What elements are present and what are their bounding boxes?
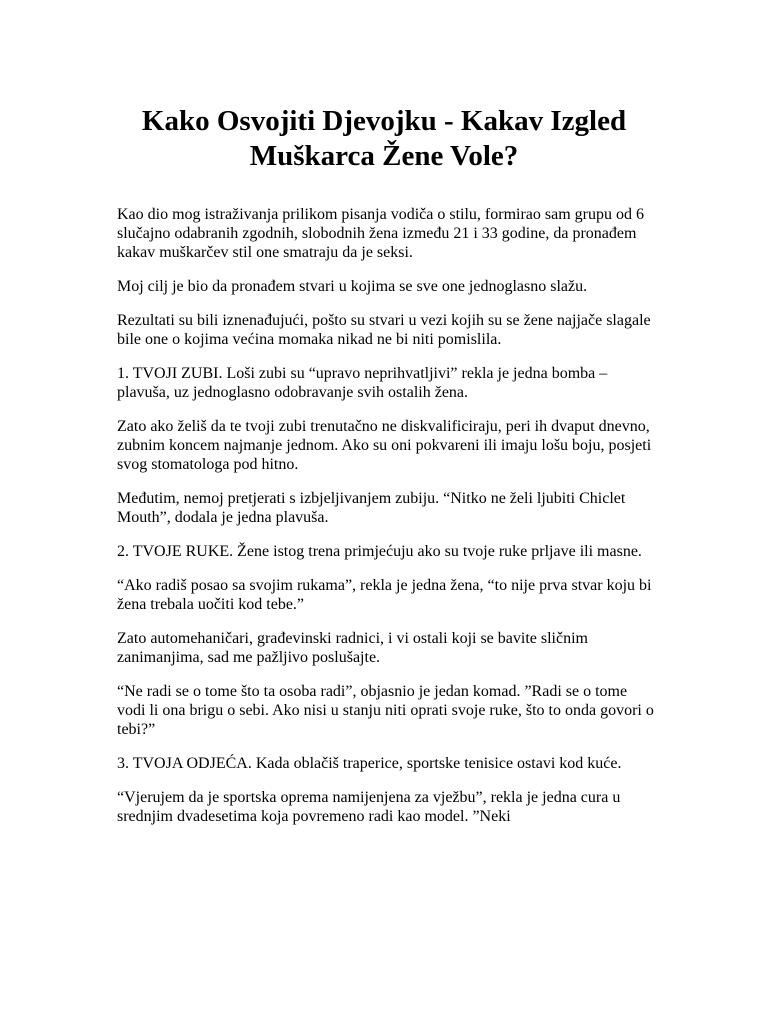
paragraph: “Ako radiš posao sa svojim rukama”, rekla je jedna žena, “to nije prva stvar koju bi žena trebala uočiti kod tebe.”: [117, 577, 652, 613]
paragraph: 1. TVOJI ZUBI. Loši zubi su “upravo neprihvatljivi” rekla je jedna bomba – plavuša, uz jednoglasno odobravanje svih ostalih žena.: [117, 365, 608, 401]
document-body: [117, 205, 657, 841]
paragraph: “Ne radi se o tome što ta osoba radi”, objasnio je jedan komad. ”Radi se o tome vodi li ona brigu o sebi. Ako nisi u stanju niti oprati svoje ruke, što to onda govori o tebi?”: [117, 683, 654, 738]
paragraph: 2. TVOJE RUKE. Žene istog trena primjećuju ako su tvoje ruke prljave ili masne.: [117, 543, 642, 560]
paragraph: Zato automehaničari, građevinski radnici, i vi ostali koji se bavite sličnim zanimanjima, sad me pažljivo poslušajte.: [117, 630, 588, 666]
paragraph: Moj cilj je bio da pronađem stvari u kojima se sve one jednoglasno slažu.: [117, 278, 588, 295]
paragraph: 3. TVOJA ODJEĆA. Kada oblačiš traperice, sportske tenisice ostavi kod kuće.: [117, 755, 622, 772]
document-title: Kako Osvojiti Djevojku - Kakav Izgled Muškarca Žene Vole?: [141, 105, 627, 172]
paragraph: Rezultati su bili iznenađujući, pošto su stvari u vezi kojih su se žene najjače slagale bile one o kojima većina momaka nikad ne bi niti pomislila.: [117, 312, 651, 348]
paragraph: “Vjerujem da je sportska oprema namijenjena za vježbu”, rekla je jedna cura u srednjim dvadesetima koja povremeno radi kao model. ”Neki: [117, 789, 621, 825]
paragraph: Međutim, nemoj pretjerati s izbjeljivanjem zubiju. “Nitko ne želi ljubiti Chiclet Mouth”, dodala je jedna plavuša.: [117, 490, 626, 526]
paragraph: Kao dio mog istraživanja prilikom pisanja vodiča o stilu, formirao sam grupu od 6 slučajno odabranih zgodnih, slobodnih žena između 21 i 33 godine, da pronađem kakav muškarčev stil one smatraju da je seksi.: [117, 206, 645, 261]
paragraph: Zato ako želiš da te tvoji zubi trenutačno ne diskvalificiraju, peri ih dvaput dnevno, zubnim koncem najmanje jednom. Ako su oni pokvareni ili imaju lošu boju, posjeti svog stomatologa pod hitno.: [117, 418, 652, 473]
